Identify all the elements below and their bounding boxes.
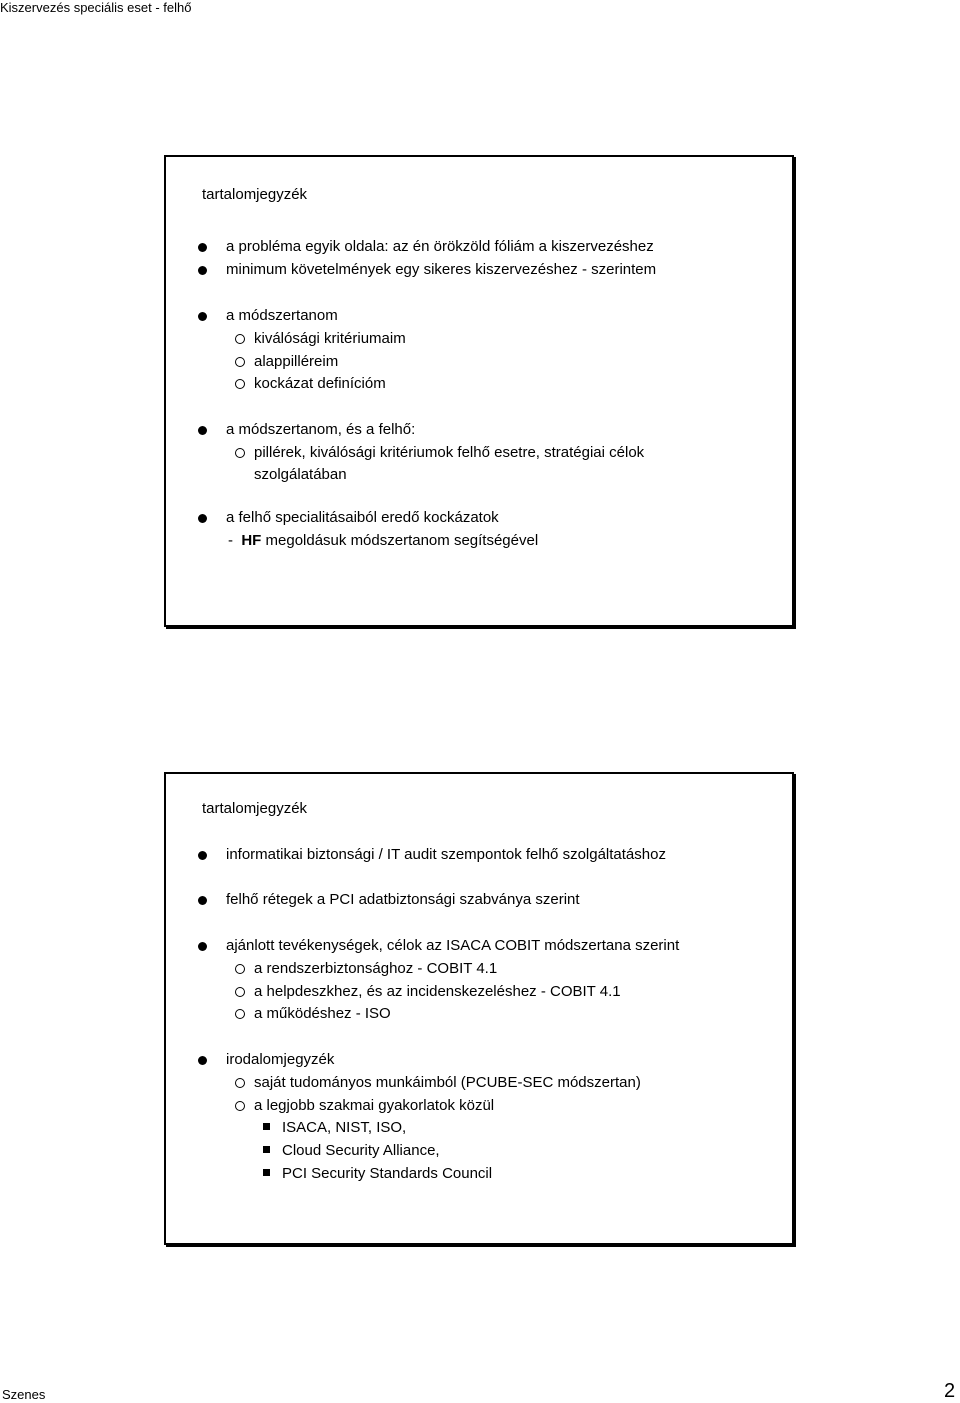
circle-bullet-icon bbox=[235, 1078, 245, 1088]
list-subsubitem: PCI Security Standards Council bbox=[282, 1165, 492, 1183]
list-subitem-continuation: szolgálatában bbox=[254, 466, 347, 483]
list-item: minimum követelmények egy sikeres kiszervezéshez - szerintem bbox=[226, 261, 656, 279]
list-item: a probléma egyik oldala: az én örökzöld fóliám a kiszervezéshez bbox=[226, 238, 654, 256]
disc-bullet-icon bbox=[198, 896, 207, 905]
disc-bullet-icon bbox=[198, 426, 207, 435]
circle-bullet-icon bbox=[235, 334, 245, 344]
disc-bullet-icon bbox=[198, 1056, 207, 1065]
slide-1 bbox=[164, 155, 794, 627]
page-header: Kiszervezés speciális eset - felhő bbox=[0, 0, 192, 15]
disc-bullet-icon bbox=[198, 312, 207, 321]
disc-bullet-icon bbox=[198, 243, 207, 252]
circle-bullet-icon bbox=[235, 448, 245, 458]
list-subitem: a helpdeszkhez, és az incidenskezeléshez - COBIT 4.1 bbox=[254, 983, 621, 1001]
list-item: a módszertanom bbox=[226, 307, 338, 325]
slide-title: tartalomjegyzék bbox=[202, 186, 308, 203]
square-bullet-icon bbox=[263, 1146, 270, 1153]
list-subitem: a működéshez - ISO bbox=[254, 1005, 391, 1023]
disc-bullet-icon bbox=[198, 942, 207, 951]
circle-bullet-icon bbox=[235, 987, 245, 997]
list-subitem: alappilléreim bbox=[254, 353, 338, 371]
list-item-continuation: - HF megoldásuk módszertanom segítségével bbox=[228, 532, 539, 549]
circle-bullet-icon bbox=[235, 357, 245, 367]
list-subsubitem: Cloud Security Alliance, bbox=[282, 1142, 440, 1160]
list-item: informatikai biztonsági / IT audit szempontok felhő szolgáltatáshoz bbox=[226, 846, 666, 864]
list-subitem: kockázat definícióm bbox=[254, 375, 386, 393]
list-subitem: kiválósági kritériumaim bbox=[254, 330, 406, 348]
circle-bullet-icon bbox=[235, 1101, 245, 1111]
disc-bullet-icon bbox=[198, 266, 207, 275]
slide-title: tartalomjegyzék bbox=[202, 800, 308, 817]
list-subsubitem: ISACA, NIST, ISO, bbox=[282, 1119, 406, 1137]
page-number: 2 bbox=[944, 1380, 956, 1402]
disc-bullet-icon bbox=[198, 514, 207, 523]
circle-bullet-icon bbox=[235, 1009, 245, 1019]
list-item: ajánlott tevékenységek, célok az ISACA COBIT módszertana szerint bbox=[226, 937, 679, 955]
list-item: a felhő specialitásaiból eredő kockázatok bbox=[226, 509, 499, 527]
list-item: irodalomjegyzék bbox=[226, 1051, 334, 1069]
square-bullet-icon bbox=[263, 1169, 270, 1176]
slide-2 bbox=[164, 772, 794, 1245]
list-subitem: a legjobb szakmai gyakorlatok közül bbox=[254, 1097, 494, 1115]
footer-author: Szenes bbox=[2, 1387, 46, 1402]
hf-label: HF bbox=[241, 532, 262, 549]
list-subitem: pillérek, kiválósági kritériumok felhő esetre, stratégiai célok bbox=[254, 444, 644, 462]
list-item: a módszertanom, és a felhő: bbox=[226, 421, 415, 439]
list-subitem: a rendszerbiztonsághoz - COBIT 4.1 bbox=[254, 960, 497, 978]
circle-bullet-icon bbox=[235, 379, 245, 389]
square-bullet-icon bbox=[263, 1123, 270, 1130]
list-subitem: saját tudományos munkáimból (PCUBE-SEC módszertan) bbox=[254, 1074, 641, 1092]
disc-bullet-icon bbox=[198, 851, 207, 860]
list-item: felhő rétegek a PCI adatbiztonsági szabványa szerint bbox=[226, 891, 580, 909]
circle-bullet-icon bbox=[235, 964, 245, 974]
